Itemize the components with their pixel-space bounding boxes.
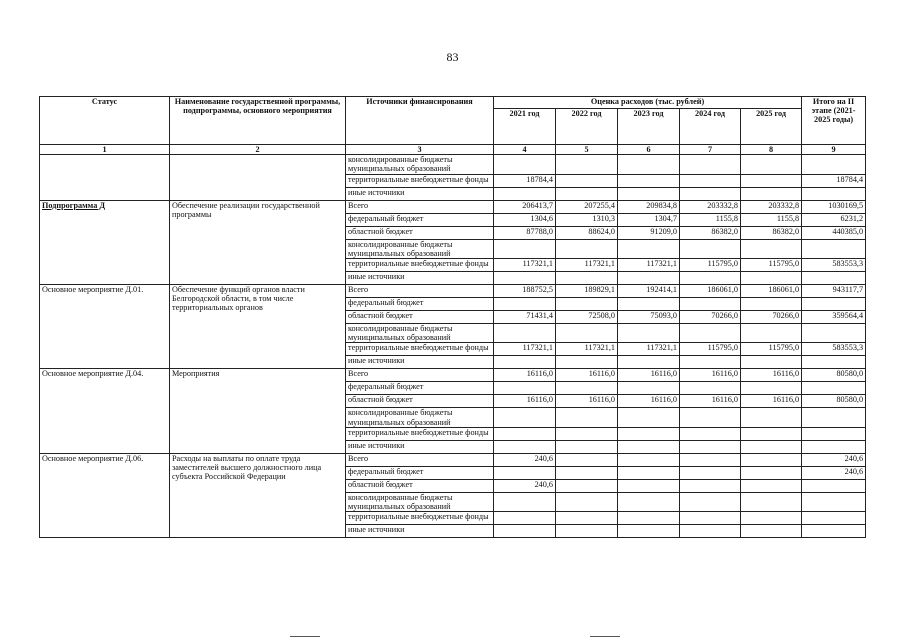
funding-source-cell: областной бюджет <box>346 479 494 492</box>
year-value-cell: 186061,0 <box>741 284 802 297</box>
year-value-cell <box>618 174 680 187</box>
year-value-cell <box>680 382 741 395</box>
year-value-cell <box>680 479 741 492</box>
year-value-cell <box>556 297 618 310</box>
funding-source-cell: федеральный бюджет <box>346 213 494 226</box>
funding-source-cell: иные источники <box>346 187 494 200</box>
year-value-cell <box>494 492 556 511</box>
year-value-cell: 16116,0 <box>556 395 618 408</box>
year-value-cell <box>494 187 556 200</box>
year-value-cell <box>741 174 802 187</box>
year-value-cell: 117321,1 <box>618 343 680 356</box>
year-value-cell <box>680 356 741 369</box>
year-value-cell <box>494 239 556 258</box>
funding-source-cell: федеральный бюджет <box>346 466 494 479</box>
year-value-cell: 115795,0 <box>680 343 741 356</box>
year-value-cell: 189829,1 <box>556 284 618 297</box>
scan-mark <box>590 636 620 637</box>
year-value-cell <box>618 323 680 342</box>
year-value-cell <box>680 525 741 538</box>
page-bottom-edge <box>0 636 905 640</box>
year-value-cell: 1304,6 <box>494 213 556 226</box>
total-value-cell <box>802 271 866 284</box>
year-value-cell: 192414,1 <box>618 284 680 297</box>
year-value-cell <box>494 323 556 342</box>
year-value-cell <box>556 453 618 466</box>
year-value-cell <box>618 492 680 511</box>
year-value-cell <box>741 271 802 284</box>
year-value-cell <box>556 239 618 258</box>
year-value-cell <box>680 155 741 174</box>
year-value-cell <box>741 323 802 342</box>
total-value-cell: 943117,7 <box>802 284 866 297</box>
program-name-cell: Обеспечение реализации государственной программы <box>170 200 346 284</box>
year-value-cell: 203332,8 <box>680 200 741 213</box>
year-value-cell: 186061,0 <box>680 284 741 297</box>
year-value-cell <box>556 382 618 395</box>
year-value-cell: 206413,7 <box>494 200 556 213</box>
total-value-cell: 440385,0 <box>802 226 866 239</box>
table-body <box>40 155 866 538</box>
total-value-cell <box>802 512 866 525</box>
program-name-cell: Мероприятия <box>170 369 346 453</box>
year-value-cell <box>680 440 741 453</box>
funding-source-cell: Всего <box>346 200 494 213</box>
funding-source-cell: консолидированные бюджеты муниципальных образований <box>346 492 494 511</box>
year-value-cell <box>494 427 556 440</box>
expenditure-table <box>39 96 866 538</box>
page-number: 83 <box>446 50 459 64</box>
total-value-cell: 80580,0 <box>802 395 866 408</box>
column-number: 8 <box>741 145 802 155</box>
total-value-cell <box>802 525 866 538</box>
year-value-cell <box>741 297 802 310</box>
year-value-cell <box>494 297 556 310</box>
year-value-cell: 88624,0 <box>556 226 618 239</box>
year-value-cell: 115795,0 <box>741 343 802 356</box>
funding-source-cell: иные источники <box>346 440 494 453</box>
year-value-cell: 16116,0 <box>618 395 680 408</box>
year-value-cell <box>741 427 802 440</box>
year-value-cell <box>494 408 556 427</box>
year-value-cell: 209834,8 <box>618 200 680 213</box>
year-value-cell <box>741 479 802 492</box>
table-row <box>40 155 866 174</box>
year-value-cell <box>556 440 618 453</box>
year-value-cell <box>494 440 556 453</box>
funding-source-cell: консолидированные бюджеты муниципальных образований <box>346 323 494 342</box>
header-year-2021: 2021 год <box>494 109 556 145</box>
column-number: 1 <box>40 145 170 155</box>
scan-mark <box>290 636 320 637</box>
year-value-cell <box>680 408 741 427</box>
year-value-cell: 91209,0 <box>618 226 680 239</box>
year-value-cell: 16116,0 <box>680 369 741 382</box>
column-number: 2 <box>170 145 346 155</box>
column-number: 5 <box>556 145 618 155</box>
table-row <box>40 369 866 382</box>
total-value-cell <box>802 440 866 453</box>
year-value-cell <box>741 453 802 466</box>
year-value-cell <box>680 466 741 479</box>
total-value-cell: 240,6 <box>802 466 866 479</box>
year-value-cell: 117321,1 <box>494 343 556 356</box>
total-value-cell: 6231,2 <box>802 213 866 226</box>
funding-source-cell: Всего <box>346 284 494 297</box>
year-value-cell: 1155,8 <box>741 213 802 226</box>
year-value-cell <box>680 323 741 342</box>
total-value-cell: 583553,3 <box>802 258 866 271</box>
program-name-cell: Расходы на выплаты по оплате труда заместителей высшего должностного лица субъекта Российской Федерации <box>170 453 346 537</box>
year-value-cell: 188752,5 <box>494 284 556 297</box>
year-value-cell: 70266,0 <box>741 310 802 323</box>
year-value-cell <box>556 492 618 511</box>
year-value-cell: 16116,0 <box>556 369 618 382</box>
total-value-cell <box>802 239 866 258</box>
year-value-cell: 18784,4 <box>494 174 556 187</box>
year-value-cell <box>494 271 556 284</box>
funding-source-cell: областной бюджет <box>346 310 494 323</box>
column-number-row <box>40 145 866 155</box>
funding-source-cell: иные источники <box>346 525 494 538</box>
year-value-cell <box>741 356 802 369</box>
year-value-cell <box>680 427 741 440</box>
year-value-cell: 16116,0 <box>494 395 556 408</box>
year-value-cell: 86382,0 <box>741 226 802 239</box>
year-value-cell <box>680 174 741 187</box>
year-value-cell <box>741 239 802 258</box>
year-value-cell <box>556 155 618 174</box>
year-value-cell: 87788,0 <box>494 226 556 239</box>
year-value-cell: 240,6 <box>494 479 556 492</box>
total-value-cell: 359564,4 <box>802 310 866 323</box>
year-value-cell <box>556 174 618 187</box>
year-value-cell: 70266,0 <box>680 310 741 323</box>
year-value-cell: 240,6 <box>494 453 556 466</box>
year-value-cell <box>741 466 802 479</box>
funding-source-cell: областной бюджет <box>346 395 494 408</box>
status-cell: Подпрограмма Д <box>40 200 170 284</box>
year-value-cell <box>556 427 618 440</box>
year-value-cell: 16116,0 <box>741 369 802 382</box>
year-value-cell <box>680 512 741 525</box>
year-value-cell <box>741 512 802 525</box>
year-value-cell: 16116,0 <box>618 369 680 382</box>
total-value-cell <box>802 297 866 310</box>
year-value-cell <box>618 155 680 174</box>
table-header <box>40 97 866 155</box>
year-value-cell <box>680 453 741 466</box>
funding-source-cell: Всего <box>346 453 494 466</box>
year-value-cell <box>494 356 556 369</box>
column-number: 6 <box>618 145 680 155</box>
total-value-cell: 1030169,5 <box>802 200 866 213</box>
funding-source-cell: территориальные внебюджетные фонды <box>346 512 494 525</box>
header-year-2023: 2023 год <box>618 109 680 145</box>
year-value-cell: 72508,0 <box>556 310 618 323</box>
year-value-cell <box>556 271 618 284</box>
total-value-cell <box>802 187 866 200</box>
year-value-cell <box>741 440 802 453</box>
year-value-cell <box>618 297 680 310</box>
column-number: 3 <box>346 145 494 155</box>
year-value-cell <box>556 466 618 479</box>
status-cell: Основное мероприятие Д.01. <box>40 284 170 368</box>
year-value-cell <box>618 408 680 427</box>
total-value-cell <box>802 155 866 174</box>
year-value-cell: 1310,3 <box>556 213 618 226</box>
year-value-cell: 115795,0 <box>680 258 741 271</box>
year-value-cell: 1155,8 <box>680 213 741 226</box>
year-value-cell: 207255,4 <box>556 200 618 213</box>
funding-source-cell: территориальные внебюджетные фонды <box>346 258 494 271</box>
year-value-cell <box>556 512 618 525</box>
total-value-cell <box>802 427 866 440</box>
year-value-cell <box>680 271 741 284</box>
year-value-cell: 71431,4 <box>494 310 556 323</box>
year-value-cell <box>494 512 556 525</box>
funding-source-cell: консолидированные бюджеты муниципальных образований <box>346 155 494 174</box>
year-value-cell <box>494 525 556 538</box>
total-value-cell <box>802 382 866 395</box>
year-value-cell <box>556 525 618 538</box>
year-value-cell <box>741 525 802 538</box>
header-estimate: Оценка расходов (тыс. рублей) <box>494 97 802 109</box>
year-value-cell: 117321,1 <box>618 258 680 271</box>
total-value-cell <box>802 479 866 492</box>
table-row <box>40 284 866 297</box>
total-value-cell <box>802 408 866 427</box>
year-value-cell <box>618 271 680 284</box>
year-value-cell <box>618 440 680 453</box>
year-value-cell: 117321,1 <box>556 258 618 271</box>
total-value-cell: 80580,0 <box>802 369 866 382</box>
table-row <box>40 200 866 213</box>
year-value-cell <box>741 187 802 200</box>
table-row <box>40 453 866 466</box>
total-value-cell: 18784,4 <box>802 174 866 187</box>
year-value-cell <box>494 466 556 479</box>
year-value-cell <box>556 356 618 369</box>
year-value-cell <box>618 187 680 200</box>
funding-source-cell: территориальные внебюджетные фонды <box>346 174 494 187</box>
funding-source-cell: иные источники <box>346 271 494 284</box>
year-value-cell <box>556 479 618 492</box>
header-total: Итого на II этапе (2021-2025 годы) <box>802 97 866 145</box>
year-value-cell: 75093,0 <box>618 310 680 323</box>
header-year-2025: 2025 год <box>741 109 802 145</box>
program-name-cell <box>170 155 346 200</box>
year-value-cell <box>556 187 618 200</box>
year-value-cell <box>741 408 802 427</box>
year-value-cell: 16116,0 <box>680 395 741 408</box>
year-value-cell <box>680 187 741 200</box>
header-name: Наименование государственной программы, подпрограммы, основного мероприятия <box>170 97 346 145</box>
header-status: Статус <box>40 97 170 145</box>
year-value-cell: 1304,7 <box>618 213 680 226</box>
funding-source-cell: консолидированные бюджеты муниципальных образований <box>346 239 494 258</box>
year-value-cell <box>618 479 680 492</box>
total-value-cell: 240,6 <box>802 453 866 466</box>
status-cell: Основное мероприятие Д.06. <box>40 453 170 537</box>
year-value-cell: 16116,0 <box>494 369 556 382</box>
funding-source-cell: консолидированные бюджеты муниципальных образований <box>346 408 494 427</box>
year-value-cell <box>741 382 802 395</box>
year-value-cell: 115795,0 <box>741 258 802 271</box>
total-value-cell <box>802 323 866 342</box>
year-value-cell <box>618 239 680 258</box>
total-value-cell <box>802 356 866 369</box>
status-cell <box>40 155 170 200</box>
year-value-cell <box>556 408 618 427</box>
column-number: 9 <box>802 145 866 155</box>
year-value-cell: 203332,8 <box>741 200 802 213</box>
year-value-cell: 117321,1 <box>494 258 556 271</box>
year-value-cell <box>618 466 680 479</box>
year-value-cell <box>618 427 680 440</box>
year-value-cell: 117321,1 <box>556 343 618 356</box>
year-value-cell <box>556 323 618 342</box>
program-name-cell: Обеспечение функций органов власти Белгородской области, в том числе территориальных органов <box>170 284 346 368</box>
funding-source-cell: Всего <box>346 369 494 382</box>
status-cell: Основное мероприятие Д.04. <box>40 369 170 453</box>
total-value-cell <box>802 492 866 511</box>
year-value-cell <box>618 356 680 369</box>
year-value-cell <box>741 155 802 174</box>
funding-source-cell: федеральный бюджет <box>346 382 494 395</box>
year-value-cell <box>618 525 680 538</box>
funding-source-cell: территориальные внебюджетные фонды <box>346 427 494 440</box>
year-value-cell <box>618 382 680 395</box>
year-value-cell: 16116,0 <box>741 395 802 408</box>
column-number: 7 <box>680 145 741 155</box>
year-value-cell <box>741 492 802 511</box>
year-value-cell <box>680 239 741 258</box>
year-value-cell <box>680 492 741 511</box>
year-value-cell <box>494 155 556 174</box>
year-value-cell <box>494 382 556 395</box>
header-year-2024: 2024 год <box>680 109 741 145</box>
header-year-2022: 2022 год <box>556 109 618 145</box>
column-number: 4 <box>494 145 556 155</box>
year-value-cell: 86382,0 <box>680 226 741 239</box>
year-value-cell <box>618 512 680 525</box>
year-value-cell <box>618 453 680 466</box>
total-value-cell: 583553,3 <box>802 343 866 356</box>
year-value-cell <box>680 297 741 310</box>
header-source: Источники финансирования <box>346 97 494 145</box>
funding-source-cell: иные источники <box>346 356 494 369</box>
funding-source-cell: областной бюджет <box>346 226 494 239</box>
funding-source-cell: федеральный бюджет <box>346 297 494 310</box>
funding-source-cell: территориальные внебюджетные фонды <box>346 343 494 356</box>
